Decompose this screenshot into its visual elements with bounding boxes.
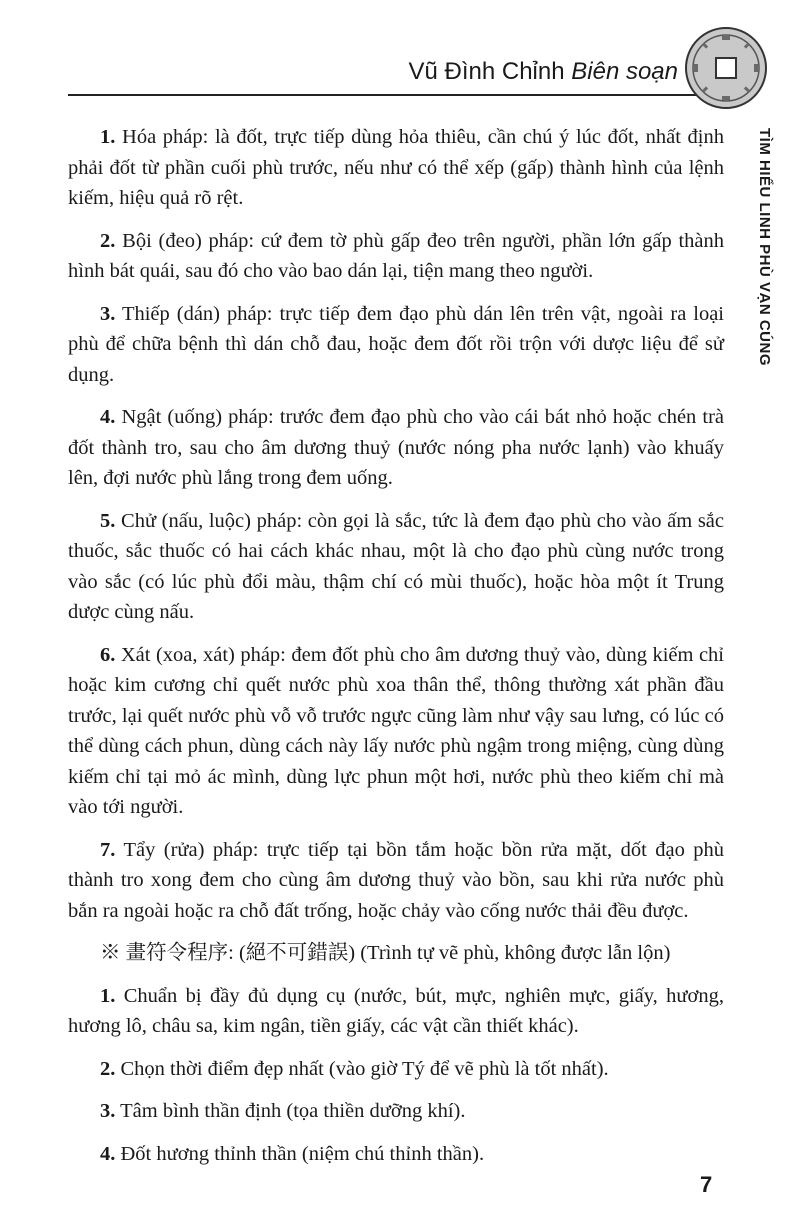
step-number: 1. [100,984,116,1007]
page-number: 7 [700,1172,713,1197]
method-text: Ngật (uống) pháp: trước đem đạo phù cho vào cái bát nhỏ hoặc chén trà đốt thành tro, sau cho âm dương thuỷ (nước nóng pha nước lạnh) vào khuấy lên, đợi nước phù lắng trong đem uống. [68,406,725,489]
method-number: 1. [100,126,116,148]
page-body [68,122,724,1181]
method-number: 4. [100,406,116,428]
coin-icon [684,26,768,110]
method-paragraph [68,299,724,391]
step-number: 2. [100,1057,116,1080]
step-text: Tâm bình thần định (tọa thiền dưỡng khí). [120,1100,466,1122]
side-book-title: TÌM HIỂU LINH PHÙ VẠN CÚNG [756,128,773,366]
method-paragraph [68,402,724,494]
steps-list [68,981,724,1170]
header-author-credit [408,58,678,86]
method-paragraph [68,226,724,287]
step-number: 4. [100,1142,116,1165]
step-text: Đốt hương thỉnh thần (niệm chú thỉnh thần). [120,1142,485,1165]
step-paragraph [68,1054,724,1085]
method-paragraph [68,506,724,628]
method-number: 6. [100,643,116,666]
method-text: Chử (nấu, luộc) pháp: còn gọi là sắc, tức là đem đạo phù cho vào ấm sắc thuốc, sắc thuốc có hai cách khác nhau, một là cho đạo phù cùng nước trong vào sắc (có lúc phù đổi màu, thậm chí có mùi thuốc), hoặc hòa một ít Trung dược cùng nấu. [68,509,725,623]
step-text: Chuẩn bị đầy đủ dụng cụ (nước, bút, mực, nghiên mực, giấy, hương, hương lô, châu sa, kim ngân, tiền giấy, các vật cần thiết khác). [68,984,724,1037]
step-number: 3. [100,1100,116,1122]
author-name: Vũ Đình Chỉnh [408,58,565,85]
method-text: Xát (xoa, xát) pháp: đem đốt phù cho âm dương thuỷ vào, dùng kiếm chỉ hoặc kim cương chỉ quết nước phù xoa thân thể, thông thường xát phần đầu trước, lại quết nước phù vỗ vỗ trước ngực cũng làm như vậy sau lưng, có lúc có thể dùng cách phun, dùng cách này lấy nước phù ngậm trong miệng, cùng dùng kiếm chỉ tại mỏ ác mình, dùng lực phun một hơi, nước phù theo kiếm chỉ mà vào tới người. [68,643,724,818]
method-paragraph [68,122,724,214]
method-text: Bội (đeo) pháp: cứ đem tờ phù gấp đeo trên người, phần lớn gấp thành hình bát quái, sau đó cho vào bao dán lại, tiện mang theo người. [68,229,725,282]
method-number: 5. [100,509,116,532]
step-paragraph [68,1096,724,1127]
step-paragraph [68,1139,724,1170]
author-role: Biên soạn [571,58,678,85]
section-heading: ※ 畫符令程序: (絕不可錯誤) (Trình tự vẽ phù, không được lẫn lộn) [100,942,671,964]
method-text: Hóa pháp: là đốt, trực tiếp dùng hỏa thiêu, cần chú ý lúc đốt, nhất định phải đốt từ phần cuối phù trước, nếu như có thể xếp (gấp) thành hình của lệnh kiếm, hiệu quả rõ rệt. [68,126,724,209]
method-text: Thiếp (dán) pháp: trực tiếp đem đạo phù dán lên trên vật, ngoài ra loại phù để chữa bệnh thì dán chỗ đau, hoặc đem đốt rồi trộn với dược liệu để sử dụng. [68,302,724,386]
method-number: 2. [100,229,116,252]
method-text: Tẩy (rửa) pháp: trực tiếp tại bồn tắm hoặc bồn rửa mặt, dốt đạo phù thành tro xong đem cho cùng âm dương thuỷ vào bồn, sau khi rửa nước phù bắn ra ngoài hoặc ra chỗ đất trống, hoặc chảy vào cống nước thải đều được. [68,838,724,922]
methods-list [68,122,724,926]
method-paragraph [68,640,724,823]
header-rule [68,94,696,96]
step-text: Chọn thời điểm đẹp nhất (vào giờ Tý để vẽ phù là tốt nhất). [120,1057,609,1080]
method-number: 3. [100,302,116,325]
step-paragraph [68,981,724,1042]
method-paragraph [68,835,724,927]
method-number: 7. [100,838,116,861]
